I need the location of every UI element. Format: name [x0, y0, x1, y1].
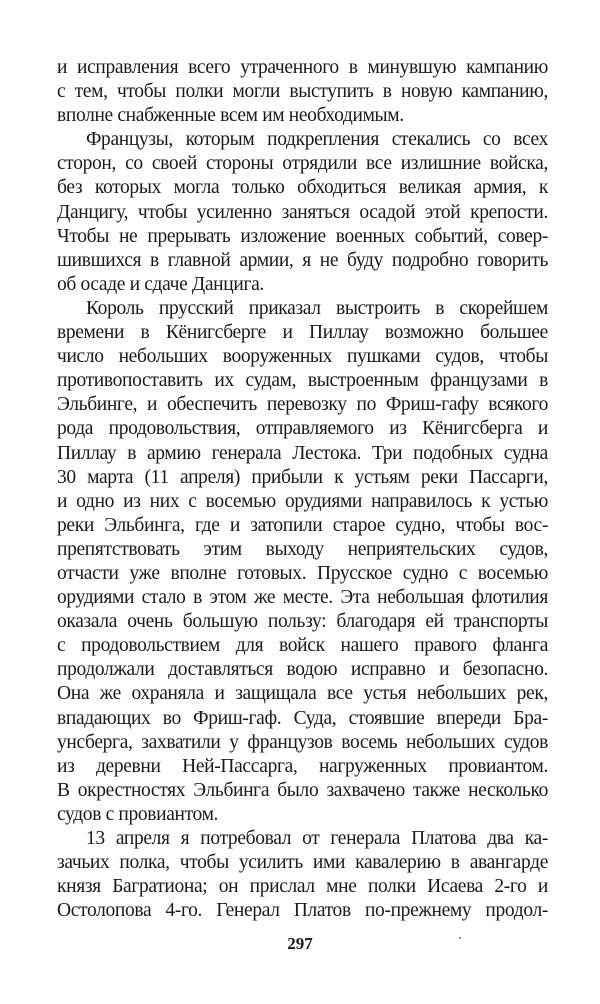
text-line: из деревни Ней-Пассарга, нагруженных провиантом. [57, 755, 548, 777]
text-line: впадающих во Фриш-гаф. Суда, стоявшие впереди Бра- [57, 707, 548, 729]
text-line: рода продовольствия, отправляемого из Кёнигсберга и [57, 418, 548, 440]
text-line: и одно из них с восемью орудиями направилось к устью [57, 490, 548, 512]
page-body [57, 56, 548, 923]
paragraph-first-line: Король прусский приказал выстроить в скорейшем [86, 297, 548, 319]
text-line: В окрестностях Эльбинга было захвачено также несколько [57, 779, 548, 801]
text-line: об осаде и сдаче Данцига. [57, 273, 264, 295]
text-line: унсберга, захватили у французов восемь небольших судов [57, 731, 548, 753]
text-line: Эльбинге, и обеспечить перевозку по Фриш-гафу всякого [57, 394, 548, 416]
text-line: оказала очень большую пользу: благодаря ей транспорты [57, 611, 548, 633]
text-line: противопоставить их судам, выстроенным французами в [57, 370, 548, 392]
text-line: реки Эльбинга, где и затопили старое судно, чтобы вос- [57, 514, 548, 536]
text-line: 30 марта (11 апреля) прибыли к устьям реки Пассарги, [57, 466, 548, 488]
text-line: без которых могла только обходиться великая армия, к [57, 177, 548, 199]
text-line: времени в Кёнигсберге и Пиллау возможно большее [57, 322, 548, 344]
text-line: орудиями стало в этом же месте. Эта небольшая флотилия [57, 587, 548, 609]
text-line: число небольших вооруженных пушками судов, чтобы [57, 346, 548, 368]
text-line: князя Багратиона; он прислал мне полки Исаева 2-го и [57, 876, 548, 898]
text-line: зачьих полка, чтобы усилить ими кавалерию в авангарде [57, 852, 548, 874]
text-line: Пиллау в армию генерала Лестока. Три подобных судна [57, 442, 548, 464]
page-number: 297 [287, 934, 313, 953]
scan-speck [459, 937, 461, 939]
text-line: с продовольствием для войск нашего правого фланга [57, 635, 548, 657]
paragraph-first-line: Французы, которым подкрепления стекались со всех [86, 129, 548, 151]
text-line: отчасти уже вполне готовых. Прусское судно с восемью [57, 562, 548, 584]
paragraph-first-line: 13 апреля я потребовал от генерала Платова два ка- [86, 828, 548, 849]
text-line: и исправления всего утраченного в минувшую кампанию [57, 57, 548, 78]
text-line: сторон, со своей стороны отрядили все излишние войска, [57, 153, 548, 175]
text-line: Остолопова 4-го. Генерал Платов по-прежнему продол- [57, 900, 548, 922]
text-line: Чтобы не прерывать изложение военных событий, совер- [57, 225, 548, 247]
text-line: судов с провиантом. [57, 803, 219, 825]
text-line: продолжали доставляться водою исправно и безопасно. [57, 659, 548, 681]
text-line: вполне снабженные всем им необходимым. [57, 105, 404, 127]
text-line: Она же охраняла и защищала все устья небольших рек, [57, 683, 548, 705]
text-line: шившихся в главной армии, я не буду подробно говорить [57, 249, 548, 271]
text-line: Данцигу, чтобы усиленно заняться осадой этой крепости. [57, 201, 548, 223]
text-line: препятствовать этим выходу неприятельских судов, [57, 538, 548, 560]
text-line: с тем, чтобы полки могли выступить в новую кампанию, [57, 81, 548, 103]
